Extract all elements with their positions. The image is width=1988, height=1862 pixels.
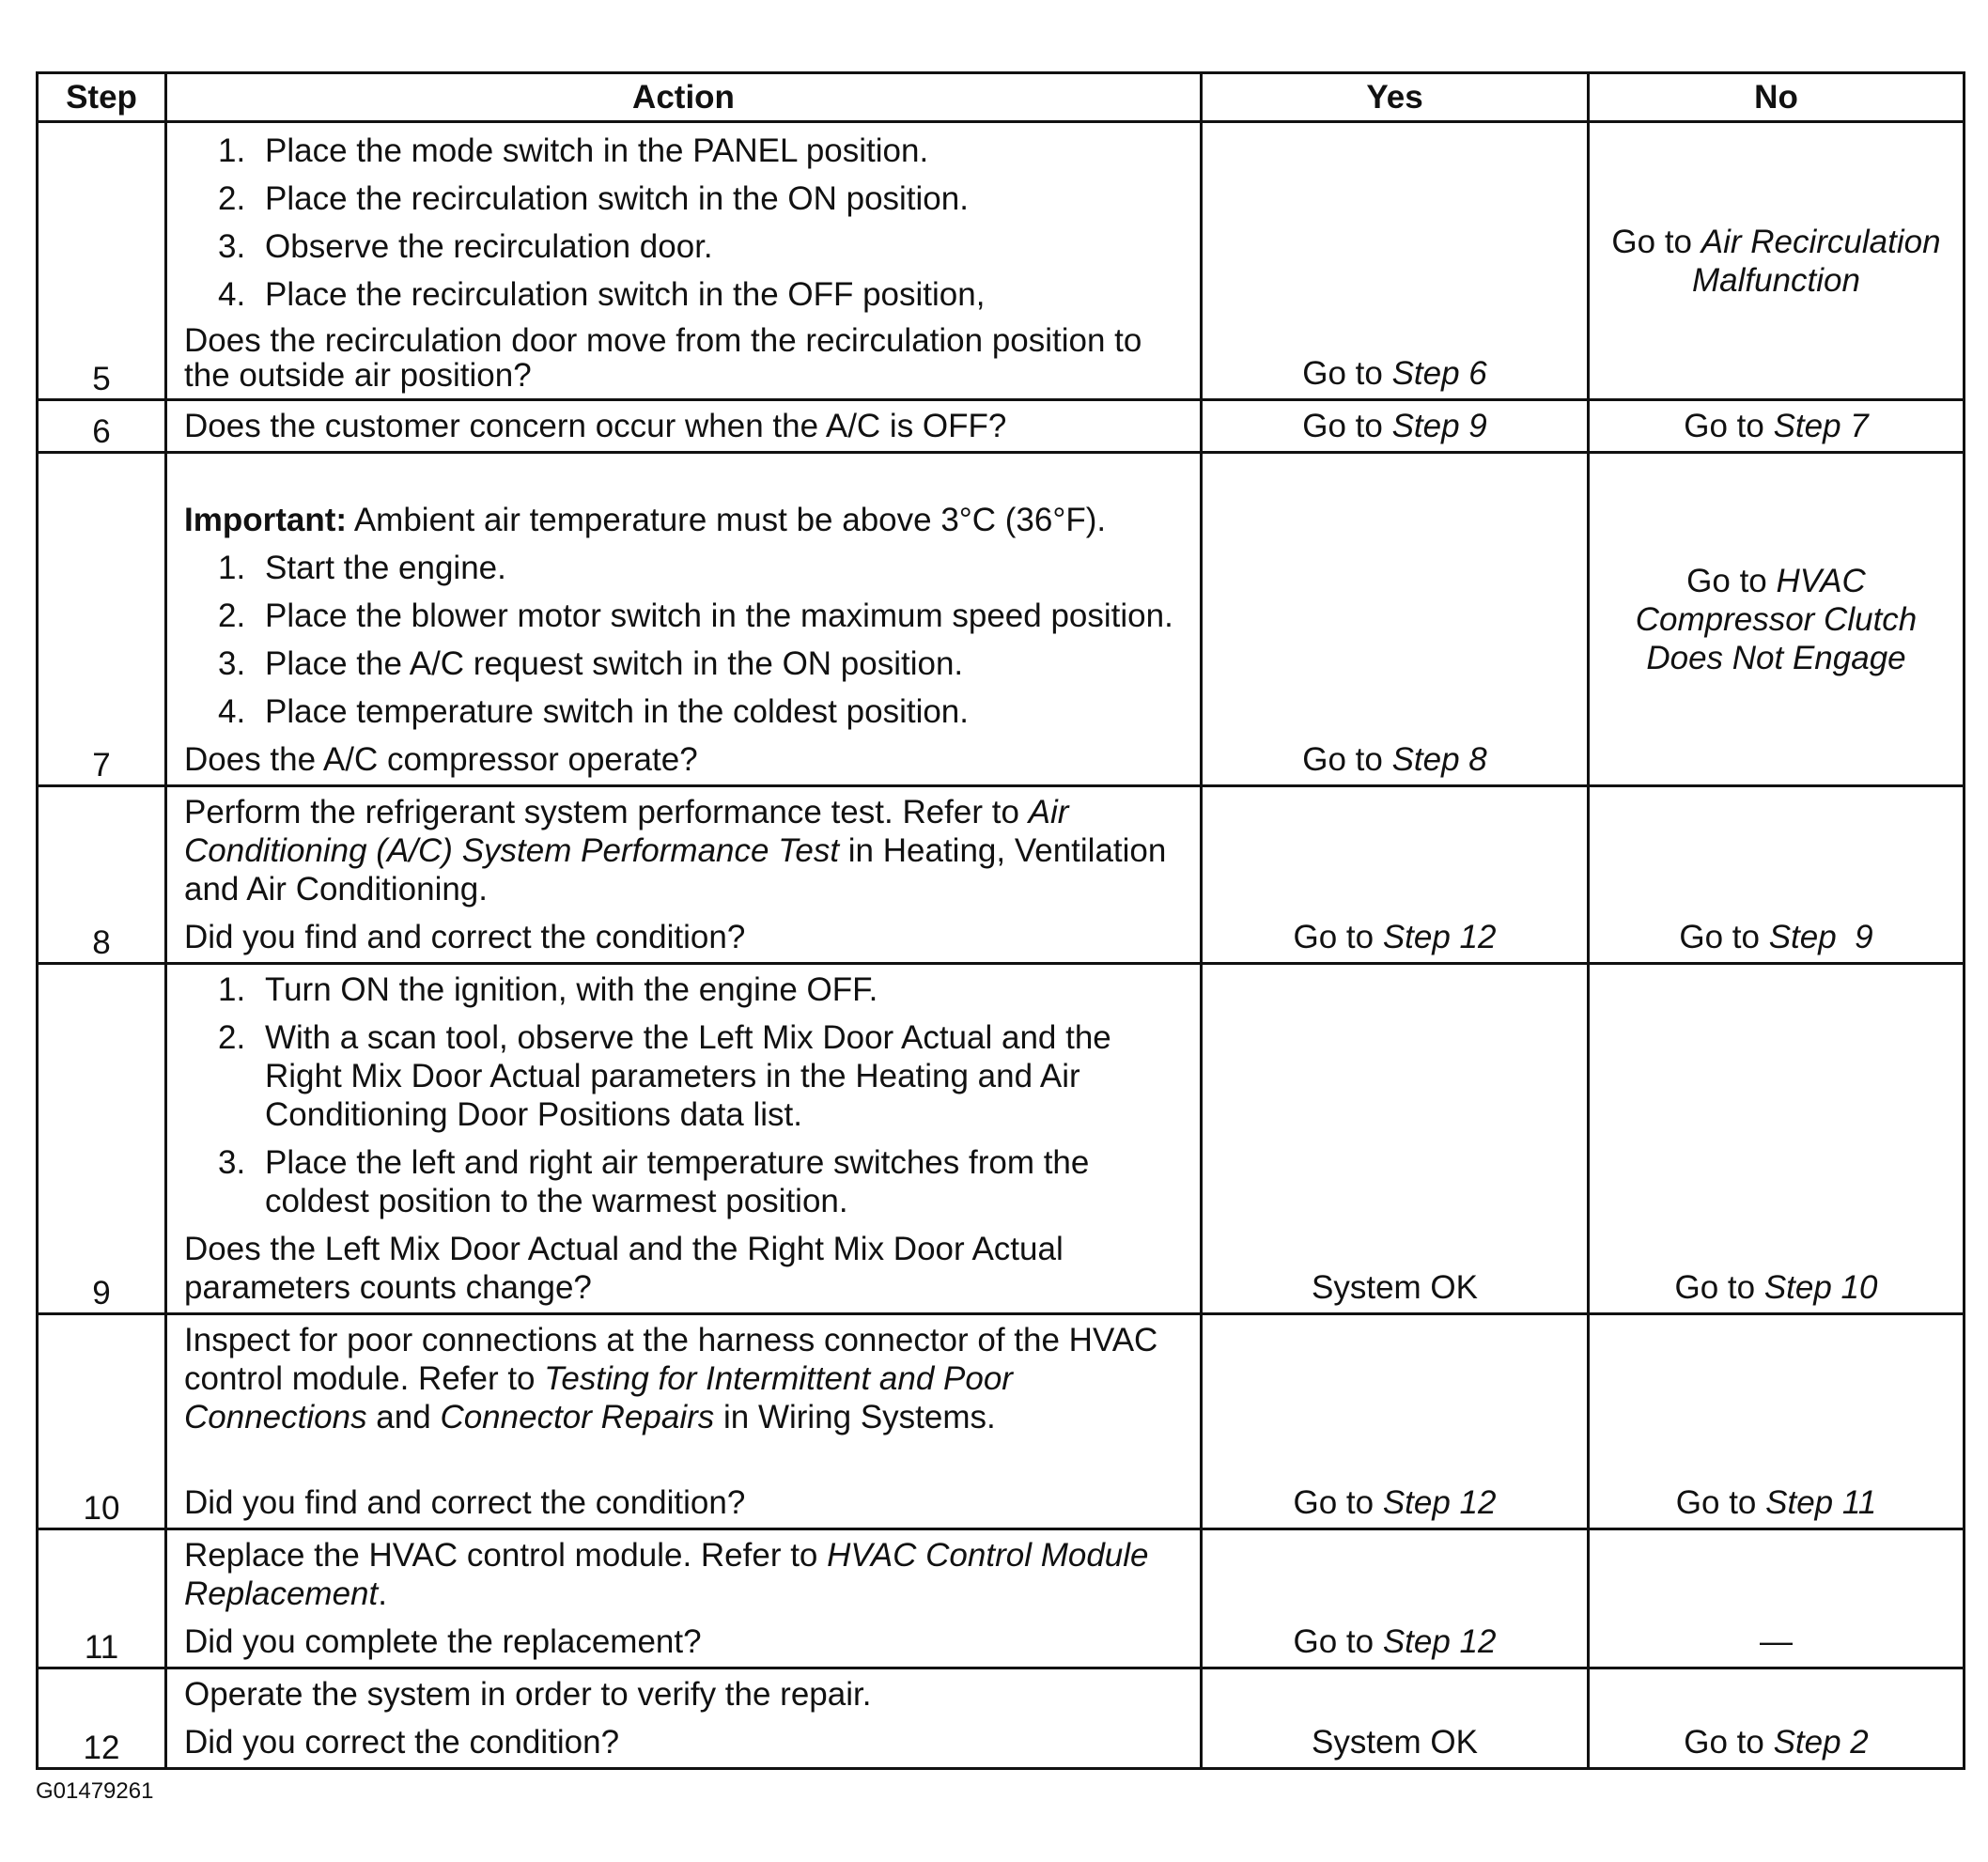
step-number: 11 — [38, 1529, 166, 1668]
no-cell: Go to Air Recirculation Malfunction — [1589, 122, 1965, 400]
no-cell: Go to Step 11 — [1589, 1314, 1965, 1529]
step-number: 8 — [38, 786, 166, 964]
action-substep: 3. Place the left and right air temperature switches from the coldest position to the warmest position. — [218, 1144, 1090, 1219]
diagnostic-table — [36, 71, 1965, 1770]
step-number: 7 — [38, 453, 166, 786]
action-instruction: Operate the system in order to verify the repair. — [184, 1676, 872, 1713]
no-cell: Go to Step 2 — [1589, 1668, 1965, 1769]
step-reference: Step 10 — [1763, 1269, 1878, 1306]
yes-cell: Go to Step 12 — [1202, 786, 1589, 964]
step-reference: Step 11 — [1765, 1484, 1877, 1521]
no-cell: Go to Step 9 — [1589, 786, 1965, 964]
action-substep: 1. Place the mode switch in the PANEL position. — [218, 132, 929, 169]
step-reference: Step 7 — [1773, 408, 1869, 444]
step-number: 9 — [38, 964, 166, 1314]
action-question: Did you find and correct the condition? — [184, 1484, 746, 1521]
yes-cell: Go to Step 12 — [1202, 1314, 1589, 1529]
action-question: Did you find and correct the condition? — [184, 919, 746, 955]
action-substep: 1. Turn ON the ignition, with the engine OFF. — [218, 971, 878, 1008]
action-substep: 3. Place the A/C request switch in the ON position. — [218, 645, 964, 682]
action-cell — [166, 786, 1202, 964]
step-reference: Step 9 — [1391, 408, 1487, 444]
yes-cell: Go to Step 6 — [1202, 122, 1589, 400]
action-cell — [166, 1314, 1202, 1529]
procedure-reference: Air Conditioning (A/C) System Performance Test — [184, 794, 1069, 869]
no-cell: — — [1589, 1529, 1965, 1668]
procedure-reference: HVAC Compressor Clutch Does Not Engage — [1635, 562, 1918, 676]
action-question: Does the recirculation door move from the recirculation position to the outside air position? — [184, 322, 1142, 394]
figure-id-caption: G01479261 — [36, 1778, 154, 1804]
step-reference: Step 12 — [1382, 1623, 1497, 1660]
step-reference: Step 9 — [1768, 919, 1873, 955]
step-number: 6 — [38, 400, 166, 453]
table-row — [38, 1529, 1965, 1668]
action-cell — [166, 453, 1202, 786]
procedure-reference: Connector Repairs — [440, 1399, 715, 1435]
header-row — [38, 73, 1965, 122]
procedure-reference: Testing for Intermittent and Poor Connections — [184, 1360, 1013, 1435]
step-number: 12 — [38, 1668, 166, 1769]
procedure-reference: Air Recirculation Malfunction — [1692, 223, 1941, 299]
important-note: Important: Ambient air temperature must be above 3°C (36°F). — [184, 502, 1107, 538]
action-cell — [166, 1529, 1202, 1668]
action-cell — [166, 400, 1202, 453]
action-question: Does the A/C compressor operate? — [184, 741, 698, 778]
action-instruction: Replace the HVAC control module. Refer to HVAC Control Module Replacement. — [184, 1537, 1149, 1612]
action-cell — [166, 964, 1202, 1314]
action-substep: 2. With a scan tool, observe the Left Mix Door Actual and the Right Mix Door Actual parameters in the Heating and Air Conditioning Door Positions data list. — [218, 1019, 1111, 1133]
action-question: Does the Left Mix Door Actual and the Right Mix Door Actual parameters counts change? — [184, 1231, 1064, 1306]
step-reference: Step 8 — [1391, 741, 1487, 778]
action-substep: 3. Observe the recirculation door. — [218, 228, 713, 265]
procedure-reference: HVAC Control Module Replacement — [184, 1537, 1149, 1612]
step-reference: Step 12 — [1382, 1484, 1497, 1521]
step-number: 5 — [38, 122, 166, 400]
header-yes: Yes — [1202, 73, 1589, 122]
yes-cell: System OK — [1202, 964, 1589, 1314]
table-row — [38, 453, 1965, 786]
no-cell: Go to Step 7 — [1589, 400, 1965, 453]
yes-cell: Go to Step 9 — [1202, 400, 1589, 453]
header-action: Action — [166, 73, 1202, 122]
action-instruction: Perform the refrigerant system performance test. Refer to Air Conditioning (A/C) System Performance Test in Heating, Ventilation and Air Conditioning. — [184, 794, 1167, 908]
step-reference: Step 12 — [1382, 919, 1497, 955]
action-question: Did you complete the replacement? — [184, 1623, 702, 1660]
action-cell — [166, 1668, 1202, 1769]
action-substep: 2. Place the recirculation switch in the ON position. — [218, 180, 969, 217]
table-row — [38, 1314, 1965, 1529]
table-row — [38, 400, 1965, 453]
header-no: No — [1589, 73, 1965, 122]
yes-cell: System OK — [1202, 1668, 1589, 1769]
no-cell: Go to Step 10 — [1589, 964, 1965, 1314]
action-question: Did you correct the condition? — [184, 1724, 620, 1761]
action-substep: 1. Start the engine. — [218, 550, 506, 586]
yes-cell: Go to Step 12 — [1202, 1529, 1589, 1668]
action-substep: 4. Place temperature switch in the coldest position. — [218, 693, 969, 730]
table-row — [38, 122, 1965, 400]
no-cell: Go to HVAC Compressor Clutch Does Not Engage — [1589, 453, 1965, 786]
header-step: Step — [38, 73, 166, 122]
table-row — [38, 786, 1965, 964]
action-question: Does the customer concern occur when the A/C is OFF? — [184, 408, 1007, 444]
yes-cell: Go to Step 8 — [1202, 453, 1589, 786]
table-row — [38, 1668, 1965, 1769]
action-substep: 4. Place the recirculation switch in the OFF position, — [218, 276, 986, 313]
step-reference: Step 2 — [1773, 1724, 1869, 1761]
step-reference: Step 6 — [1391, 355, 1487, 392]
action-substep: 2. Place the blower motor switch in the maximum speed position. — [218, 597, 1173, 634]
action-cell — [166, 122, 1202, 400]
step-number: 10 — [38, 1314, 166, 1529]
action-instruction: Inspect for poor connections at the harness connector of the HVAC control module. Refer to Testing for Intermittent and Poor Connections and Connector Repairs in Wiring Systems. — [184, 1322, 1158, 1435]
table-row — [38, 964, 1965, 1314]
